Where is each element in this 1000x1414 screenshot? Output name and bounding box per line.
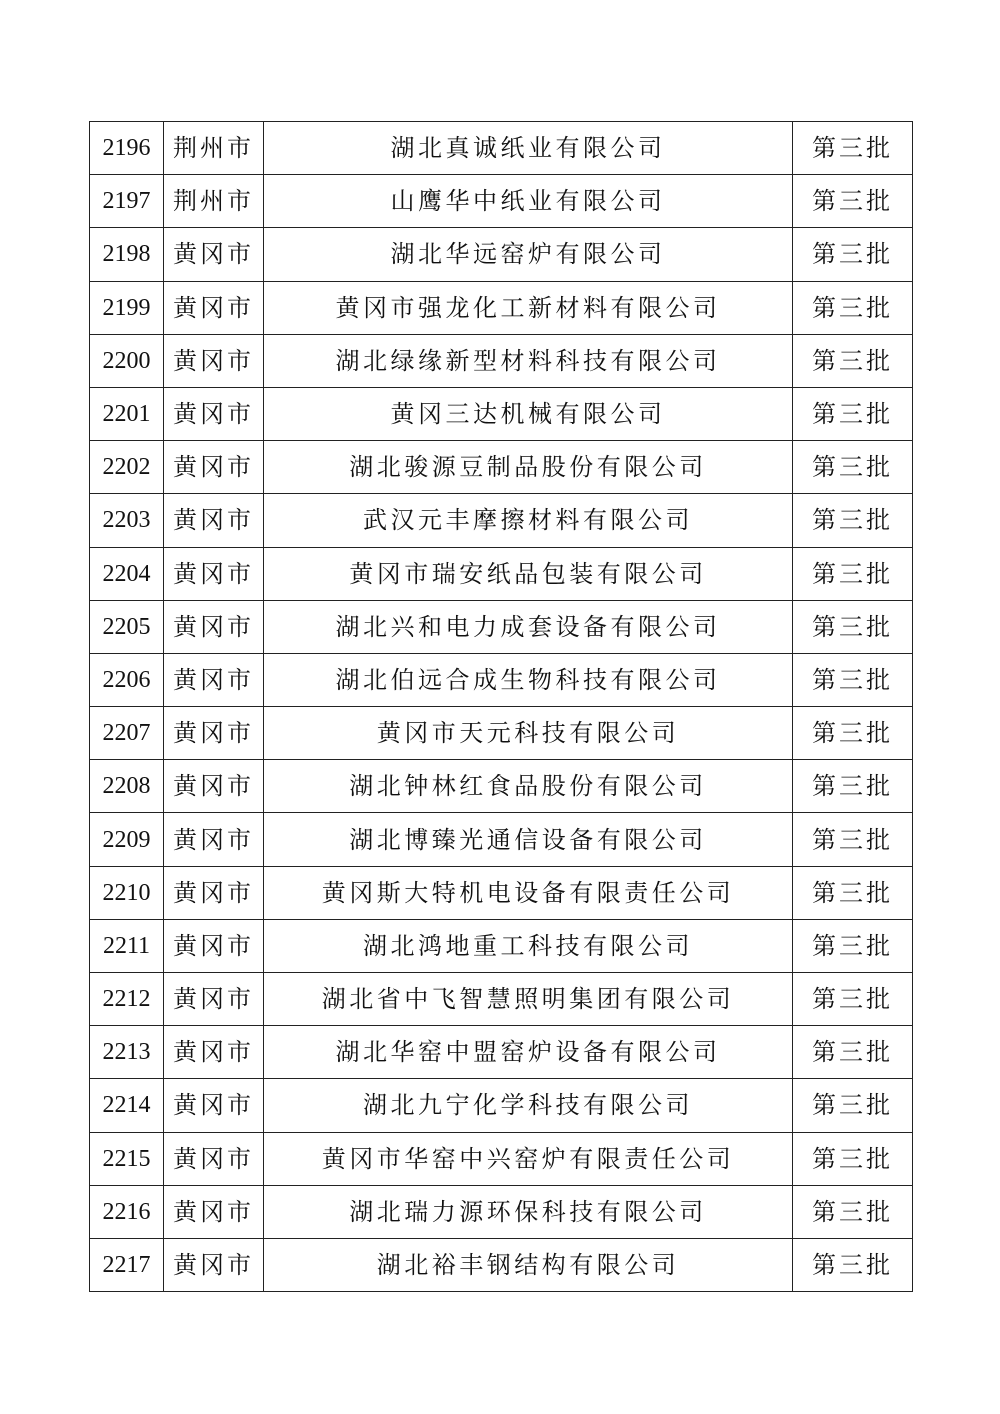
batch-cell: 第三批	[793, 387, 913, 440]
company-name-cell: 湖北省中飞智慧照明集团有限公司	[264, 973, 793, 1026]
row-number: 2216	[90, 1185, 164, 1238]
table-row	[90, 122, 913, 175]
company-name-cell: 湖北钟林红食品股份有限公司	[264, 760, 793, 813]
company-name-cell: 湖北九宁化学科技有限公司	[264, 1079, 793, 1132]
table-row	[90, 547, 913, 600]
city-cell: 黄冈市	[164, 653, 264, 706]
company-name-cell: 湖北绿缘新型材料科技有限公司	[264, 334, 793, 387]
enterprise-list-body	[90, 122, 913, 1292]
city-cell: 黄冈市	[164, 281, 264, 334]
batch-cell: 第三批	[793, 1079, 913, 1132]
city-cell: 黄冈市	[164, 387, 264, 440]
batch-cell: 第三批	[793, 1026, 913, 1079]
batch-cell: 第三批	[793, 707, 913, 760]
row-number: 2200	[90, 334, 164, 387]
row-number: 2217	[90, 1238, 164, 1291]
company-name-cell: 黄冈三达机械有限公司	[264, 387, 793, 440]
city-cell: 黄冈市	[164, 547, 264, 600]
batch-cell: 第三批	[793, 760, 913, 813]
row-number: 2211	[90, 919, 164, 972]
row-number: 2199	[90, 281, 164, 334]
row-number: 2207	[90, 707, 164, 760]
company-name-cell: 黄冈市强龙化工新材料有限公司	[264, 281, 793, 334]
table-row	[90, 1185, 913, 1238]
city-cell: 黄冈市	[164, 1132, 264, 1185]
batch-cell: 第三批	[793, 1238, 913, 1291]
batch-cell: 第三批	[793, 228, 913, 281]
city-cell: 黄冈市	[164, 441, 264, 494]
city-cell: 黄冈市	[164, 866, 264, 919]
row-number: 2196	[90, 122, 164, 175]
company-name-cell: 湖北鸿地重工科技有限公司	[264, 919, 793, 972]
batch-cell: 第三批	[793, 866, 913, 919]
table-row	[90, 760, 913, 813]
city-cell: 黄冈市	[164, 1026, 264, 1079]
city-cell: 黄冈市	[164, 600, 264, 653]
batch-cell: 第三批	[793, 919, 913, 972]
batch-cell: 第三批	[793, 1132, 913, 1185]
table-row	[90, 653, 913, 706]
enterprise-list-table	[89, 121, 913, 1292]
company-name-cell: 黄冈市瑞安纸品包装有限公司	[264, 547, 793, 600]
city-cell: 黄冈市	[164, 919, 264, 972]
row-number: 2214	[90, 1079, 164, 1132]
row-number: 2205	[90, 600, 164, 653]
company-name-cell: 湖北骏源豆制品股份有限公司	[264, 441, 793, 494]
table-row	[90, 866, 913, 919]
company-name-cell: 湖北华窑中盟窑炉设备有限公司	[264, 1026, 793, 1079]
city-cell: 荆州市	[164, 175, 264, 228]
city-cell: 黄冈市	[164, 707, 264, 760]
city-cell: 黄冈市	[164, 228, 264, 281]
table-row	[90, 228, 913, 281]
row-number: 2201	[90, 387, 164, 440]
table-row	[90, 334, 913, 387]
company-name-cell: 黄冈市天元科技有限公司	[264, 707, 793, 760]
company-name-cell: 湖北真诚纸业有限公司	[264, 122, 793, 175]
company-name-cell: 湖北兴和电力成套设备有限公司	[264, 600, 793, 653]
batch-cell: 第三批	[793, 175, 913, 228]
city-cell: 黄冈市	[164, 1185, 264, 1238]
row-number: 2209	[90, 813, 164, 866]
city-cell: 荆州市	[164, 122, 264, 175]
row-number: 2210	[90, 866, 164, 919]
batch-cell: 第三批	[793, 653, 913, 706]
batch-cell: 第三批	[793, 441, 913, 494]
table-row	[90, 387, 913, 440]
city-cell: 黄冈市	[164, 973, 264, 1026]
table-row	[90, 973, 913, 1026]
table-row	[90, 1079, 913, 1132]
city-cell: 黄冈市	[164, 813, 264, 866]
row-number: 2198	[90, 228, 164, 281]
batch-cell: 第三批	[793, 813, 913, 866]
table-row	[90, 707, 913, 760]
batch-cell: 第三批	[793, 973, 913, 1026]
batch-cell: 第三批	[793, 122, 913, 175]
row-number: 2213	[90, 1026, 164, 1079]
batch-cell: 第三批	[793, 600, 913, 653]
batch-cell: 第三批	[793, 1185, 913, 1238]
city-cell: 黄冈市	[164, 1238, 264, 1291]
table-row	[90, 600, 913, 653]
city-cell: 黄冈市	[164, 1079, 264, 1132]
company-name-cell: 湖北伯远合成生物科技有限公司	[264, 653, 793, 706]
table-row	[90, 919, 913, 972]
row-number: 2215	[90, 1132, 164, 1185]
row-number: 2212	[90, 973, 164, 1026]
city-cell: 黄冈市	[164, 494, 264, 547]
table-row	[90, 494, 913, 547]
city-cell: 黄冈市	[164, 760, 264, 813]
row-number: 2197	[90, 175, 164, 228]
company-name-cell: 湖北华远窑炉有限公司	[264, 228, 793, 281]
company-name-cell: 湖北裕丰钢结构有限公司	[264, 1238, 793, 1291]
table-row	[90, 441, 913, 494]
company-name-cell: 武汉元丰摩擦材料有限公司	[264, 494, 793, 547]
table-row	[90, 175, 913, 228]
table-row	[90, 1238, 913, 1291]
batch-cell: 第三批	[793, 494, 913, 547]
company-name-cell: 山鹰华中纸业有限公司	[264, 175, 793, 228]
company-name-cell: 湖北博臻光通信设备有限公司	[264, 813, 793, 866]
batch-cell: 第三批	[793, 547, 913, 600]
company-name-cell: 黄冈市华窑中兴窑炉有限责任公司	[264, 1132, 793, 1185]
row-number: 2206	[90, 653, 164, 706]
row-number: 2202	[90, 441, 164, 494]
batch-cell: 第三批	[793, 334, 913, 387]
company-name-cell: 黄冈斯大特机电设备有限责任公司	[264, 866, 793, 919]
city-cell: 黄冈市	[164, 334, 264, 387]
row-number: 2203	[90, 494, 164, 547]
table-row	[90, 813, 913, 866]
company-name-cell: 湖北瑞力源环保科技有限公司	[264, 1185, 793, 1238]
table-row	[90, 281, 913, 334]
batch-cell: 第三批	[793, 281, 913, 334]
table-row	[90, 1026, 913, 1079]
row-number: 2204	[90, 547, 164, 600]
row-number: 2208	[90, 760, 164, 813]
table-row	[90, 1132, 913, 1185]
